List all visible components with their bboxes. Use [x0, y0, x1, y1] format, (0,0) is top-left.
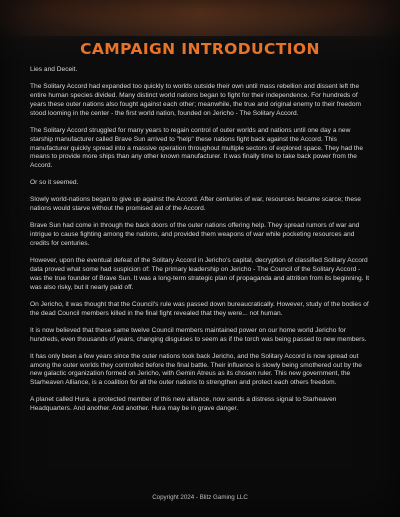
header-decoration	[0, 0, 400, 36]
paragraph: The Solitary Accord struggled for many years to regain control of outer worlds and nations until one day a new starship manufacturer called Brave Sun arrived to "help" these nations fight back against the Accord. This manufacturer quickly spread into a massive operation throughout multiple sectors of explored space. They had the means to provide more ships than any other known manufacturer. It was finally time to take back power from the Accord.	[30, 126, 364, 170]
paragraph: However, upon the eventual defeat of the Solitary Accord in Jericho's capital, decryption of classified Solitary Accord data proved what some had suspicion of: The primary leadership on Jericho - The Council of the Solitary Accord - was the true founder of Brave Sun. It was a long-term strategic plan of propaganda and attrition from its beginning. It was also risky, but it nearly paid off.	[30, 257, 370, 291]
paragraph: It has only been a few years since the outer nations took back Jericho, and the Solitary Accord is now spread out among the outer worlds they controlled before the final battle. Their influence is slowly being smothered out by the new galactic organization formed on Jericho, with Gemin Atreus as its chosen ruler. This new government, the Starheaven Alliance, is a coalition for all the outer nations to strengthen and protect each others freedom.	[30, 352, 362, 387]
copyright-footer: Copyright 2024 - Blitz Gaming LLC	[152, 494, 248, 501]
paragraph: Or so it seemed.	[30, 179, 79, 187]
paragraph: Slowly world-nations began to give up against the Accord. After centuries of war, resources became scarce; these nations would starve without the promised aid of the Accord.	[30, 196, 361, 213]
paragraph: The Solitary Accord had expanded too quickly to worlds outside their own until mass rebellion and dissent left the entire human species divided. Many distinct world nations began to fight for their independence. For hundreds of years these outer nations also fought against each other; meanwhile, the true and original enemy to their freedom stood looming in the center - the first world nation, founded on Jericho - The Solitary Accord.	[30, 83, 361, 117]
paragraph: On Jericho, it was thought that the Council's rule was passed down bureaucratically. However, study of the bodies of the dead Council members killed in the final fight revealed that they were... not human.	[30, 300, 369, 317]
paragraph: Brave Sun had come in through the back doors of the outer nations offering help. They spread rumors of war and intrigue to cause fighting among the nations, and provided them weapons of war while pocketing resources and credits for centuries.	[30, 222, 360, 248]
paragraph: A planet called Hura, a protected member of this new alliance, now sends a distress signal to Starheaven Headquarters. And another. And another. Hura may be in grave danger.	[30, 396, 337, 413]
paragraph: Lies and Deceit.	[30, 66, 78, 73]
paragraph: It is now believed that these same twelve Council members maintained power on our home world Jericho for hundreds, even thousands of years, changing disguises to seem as if the torch was being passed to new members.	[30, 326, 367, 343]
intro-body	[30, 66, 372, 422]
page-title: CAMPAIGN INTRODUCTION	[80, 40, 320, 58]
